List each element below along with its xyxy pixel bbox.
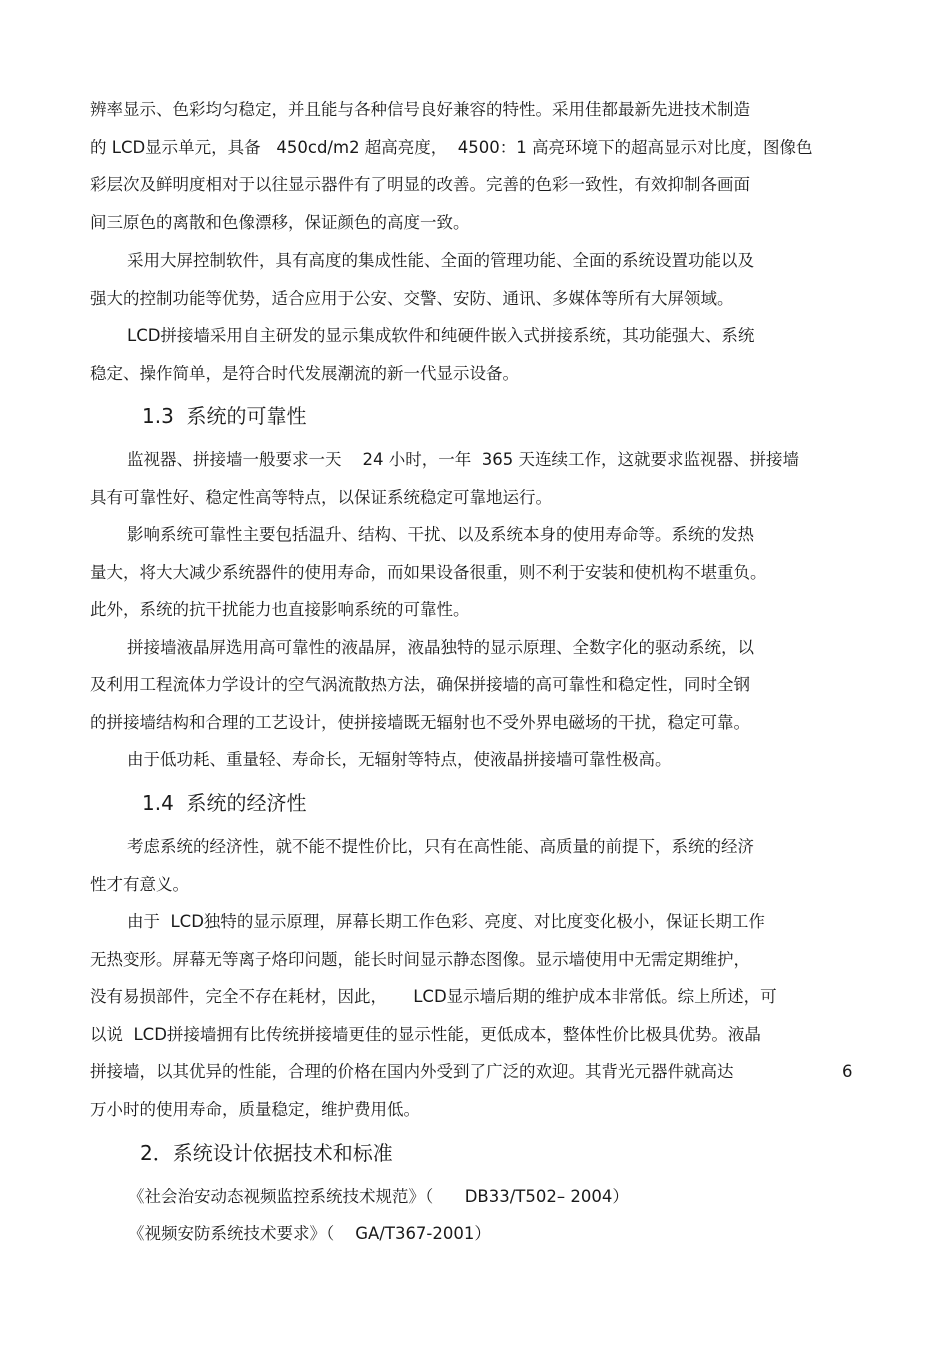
paragraph-line: 影响系统可靠性主要包括温升、结构、干扰、以及系统本身的使用寿命等。系统的发热 <box>127 525 754 544</box>
paragraph-line: 考虑系统的经济性，就不能不提性价比，只有在高性能、高质量的前提下，系统的经济 <box>127 837 754 856</box>
paragraph-line: 由于 LCD独特的显示原理，屏幕长期工作色彩、亮度、对比度变化极小，保证长期工作 <box>127 912 765 931</box>
paragraph-line: 以说 LCD拼接墙拥有比传统拼接墙更佳的显示性能，更低成本，整体性价比极具优势。液晶 <box>90 1025 761 1044</box>
reference-line: 《社会治安动态视频监控系统技术规范》（ DB33/T502– 2004） <box>128 1187 629 1206</box>
paragraph-line: 由于低功耗、重量轻、寿命长，无辐射等特点，使液晶拼接墙可靠性极高。 <box>127 750 672 769</box>
reference-line: 《视频安防系统技术要求》（ GA/T367-2001） <box>128 1224 491 1243</box>
paragraph-line: 没有易损部件，完全不存在耗材，因此， LCD显示墙后期的维护成本非常低。综上所述，可 <box>90 987 777 1006</box>
paragraph-line: 采用大屏控制软件，具有高度的集成性能、全面的管理功能、全面的系统设置功能以及 <box>127 251 754 270</box>
line-end-number: 6 <box>842 1062 853 1081</box>
paragraph-line: 此外，系统的抗干扰能力也直接影响系统的可靠性。 <box>90 600 470 619</box>
paragraph-line: 辨率显示、色彩均匀稳定，并且能与各种信号良好兼容的特性。采用佳都最新先进技术制造 <box>90 100 750 119</box>
paragraph-line: 监视器、拼接墙一般要求一天 24 小时，一年 365 天连续工作，这就要求监视器、拼接墙 <box>127 450 799 469</box>
paragraph-line: 及利用工程流体力学设计的空气涡流散热方法，确保拼接墙的高可靠性和稳定性，同时全钢 <box>90 675 750 694</box>
section-heading-2: 2．系统设计依据技术和标准 <box>140 1141 393 1165</box>
paragraph-line: LCD拼接墙采用自主研发的显示集成软件和纯硬件嵌入式拼接系统，其功能强大、系统 <box>127 326 755 345</box>
paragraph-line: 万小时的使用寿命，质量稳定，维护费用低。 <box>90 1100 420 1119</box>
paragraph-line: 的 LCD显示单元，具备 450cd/m2 超高亮度， 4500：1 高亮环境下的超高显示对比度，图像色 <box>90 138 813 157</box>
paragraph-line: 性才有意义。 <box>90 875 189 894</box>
section-heading-1-4: 1.4 系统的经济性 <box>142 791 307 815</box>
section-heading-1-3: 1.3 系统的可靠性 <box>142 404 307 428</box>
paragraph-line: 拼接墙，以其优异的性能，合理的价格在国内外受到了广泛的欢迎。其背光元器件就高达 <box>90 1062 734 1081</box>
paragraph-line: 无热变形。屏幕无等离子烙印问题，能长时间显示静态图像。显示墙使用中无需定期维护， <box>90 950 750 969</box>
paragraph-line: 的拼接墙结构和合理的工艺设计，使拼接墙既无辐射也不受外界电磁场的干扰，稳定可靠。 <box>90 713 750 732</box>
paragraph-line: 稳定、操作简单，是符合时代发展潮流的新一代显示设备。 <box>90 364 519 383</box>
paragraph-line: 彩层次及鲜明度相对于以往显示器件有了明显的改善。完善的色彩一致性，有效抑制各画面 <box>90 175 750 194</box>
paragraph-line: 量大，将大大减少系统器件的使用寿命，而如果设备很重，则不利于安装和使机构不堪重负。 <box>90 563 767 582</box>
paragraph-line: 具有可靠性好、稳定性高等特点，以保证系统稳定可靠地运行。 <box>90 488 552 507</box>
paragraph-line: 拼接墙液晶屏选用高可靠性的液晶屏，液晶独特的显示原理、全数字化的驱动系统，以 <box>127 638 754 657</box>
paragraph-line: 强大的控制功能等优势，适合应用于公安、交警、安防、通讯、多媒体等所有大屏领域。 <box>90 289 734 308</box>
paragraph-line: 间三原色的离散和色像漂移，保证颜色的高度一致。 <box>90 213 470 232</box>
